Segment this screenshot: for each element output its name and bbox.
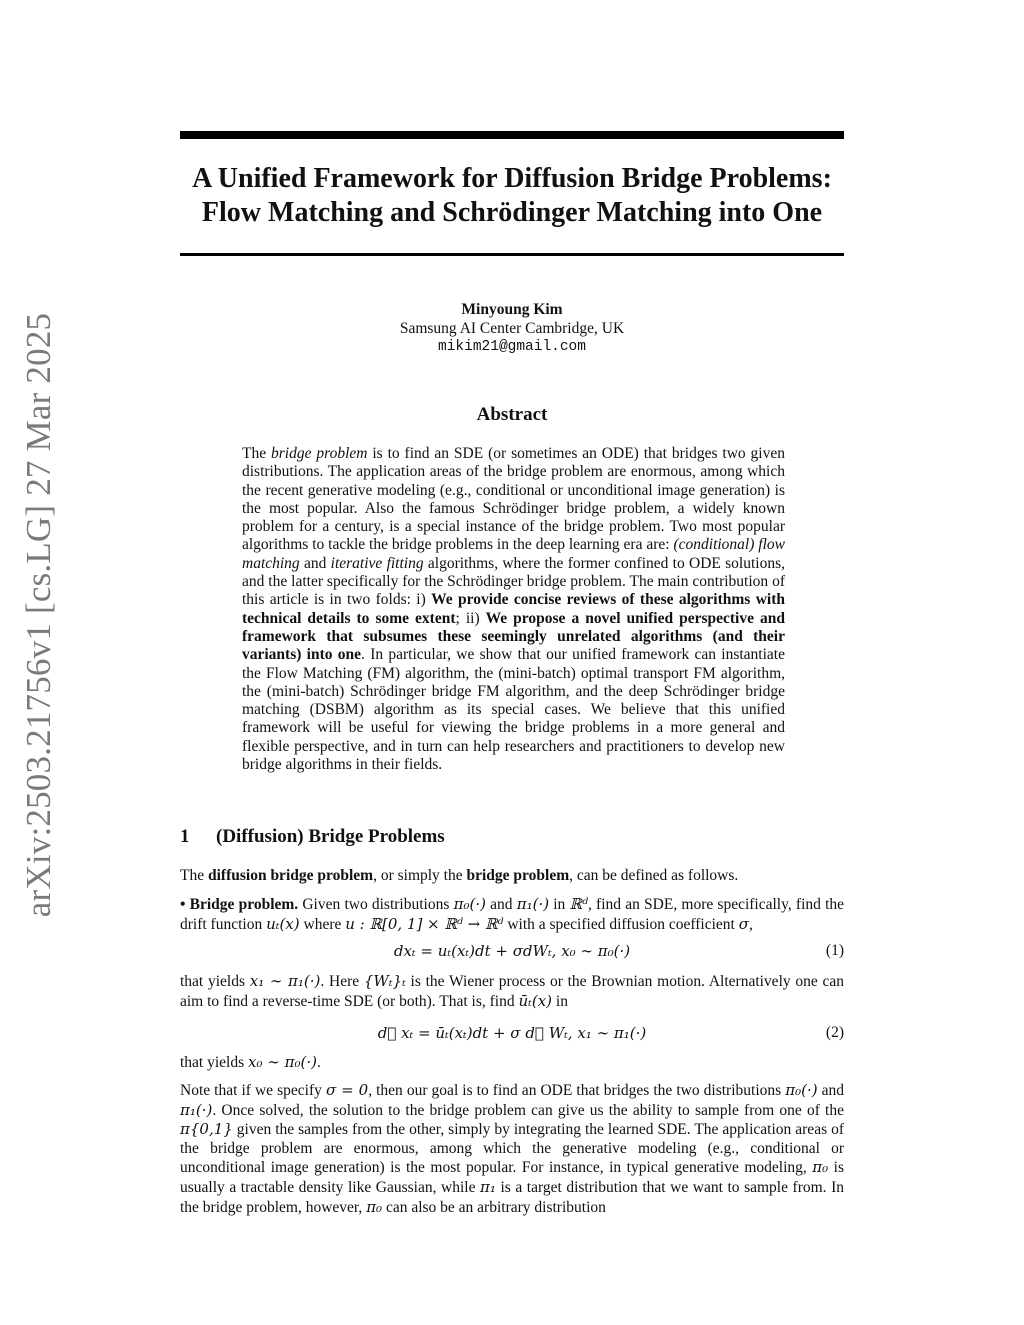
author-name: Minyoung Kim	[461, 301, 563, 318]
arxiv-id-text: arXiv:2503.21756v1 [cs.LG] 27 Mar 2025	[19, 312, 59, 918]
equation-2-body: d⃖ xₜ = ūₜ(xₜ)dt + σ d⃖ Wₜ, x₁ ∼ π₁(·)	[377, 1024, 647, 1042]
section-number: 1	[180, 826, 190, 847]
contribution-2: We propose a novel unified perspective and framework that subsumes these seemingly unrelated algorithms (and their variants) into one	[242, 609, 786, 664]
title-line-1: A Unified Framework for Diffusion Bridge Problems:	[192, 163, 832, 194]
definition-bullet: •	[180, 896, 186, 913]
section-title: (Diffusion) Bridge Problems	[216, 826, 445, 847]
equation-2-number: (2)	[825, 1024, 844, 1041]
title-line-2: Flow Matching and Schrödinger Matching into One	[201, 197, 823, 228]
contribution-1: We provide concise reviews of these algorithms with technical details to some extent	[242, 591, 785, 627]
term-bridge-problem: bridge problem	[271, 445, 368, 462]
bridge-problem-definition: • Bridge problem. Given two distributions π₀(·) and π₁(·) in ℝᵈ, find an SDE, more specifically, find the drift function uₜ(x) where u : ℝ[0, 1] × ℝᵈ → ℝᵈ with a specified diffusion coefficient σ,	[180, 895, 845, 933]
term-iterative-fitting: iterative fitting	[330, 554, 424, 572]
after-equation-1: that yields x₁ ∼ π₁(·). Here {Wₜ}ₜ is the Wiener process or the Brownian motion. Alternatively one can aim to find a reverse-time SDE (or both). That is, find ūₜ(x) in	[180, 972, 844, 1010]
abstract-heading: Abstract	[476, 404, 548, 425]
equation-1	[180, 942, 844, 966]
arxiv-side-identifier	[14, 312, 64, 918]
abstract-text: The bridge problem is to find an SDE (or sometimes an ODE) that bridges two given distributions. The application areas of the bridge problem are enormous, among which the recent generative modeling (e.g., conditional or unconditional image generation) is the most popular. Also the famous Schrödinger bridge problem, a widely known problem for a century, is a special instance of the bridge problem. Two most popular algorithms to tackle the bridge problems in the deep learning era are: (conditional) flow matching and iterative fitting algorithms, where the former confined to ODE solutions, and the latter specifically for the Schrödinger bridge problem. The main contribution of this article is in two folds: i) We provide concise reviews of these algorithms with technical details to some extent; ii) We propose a novel unified perspective and framework that subsumes these seemingly unrelated algorithms (and their variants) into one. In particular, we show that our unified framework can instantiate the Flow Matching (FM) algorithm, the (mini-batch) optimal transport FM algorithm, the (mini-batch) Schrödinger bridge FM algorithm, and the deep Schrödinger bridge matching (DSBM) algorithm as its special cases. We believe that this unified framework will be useful for viewing the bridge problems in a more general and flexible perspective, and in turn can help researchers and practitioners to develop new bridge algorithms in their fields.	[242, 445, 786, 774]
title-top-rule	[180, 131, 844, 139]
equation-1-number: (1)	[825, 942, 844, 959]
author-email[interactable]: mikim21@gmail.com	[438, 339, 586, 355]
equation-2	[180, 1024, 844, 1048]
author-block	[180, 300, 844, 357]
section-note-paragraph: Note that if we specify σ = 0, then our goal is to find an ODE that bridges the two distributions π₀(·) and π₁(·). Once solved, the solution to the bridge problem can give us the ability to sample from one of the π{0,1} given the samples from the other, simply by integrating the learned SDE. The application areas of the bridge problem are enormous, among which the generative modeling (e.g., conditional or unconditional image generation) is the most popular. For instance, in typical generative modeling, π₀ is usually a tractable density like Gaussian, while π₁ is a target distribution that we want to sample from. In the bridge problem, however, π₀ can also be an arbitrary distribution	[180, 1081, 844, 1216]
after-equation-2: that yields x₀ ∼ π₀(·).	[180, 1053, 321, 1071]
paper-title	[180, 162, 844, 230]
equation-1-body: dxₜ = uₜ(xₜ)dt + σdWₜ, x₀ ∼ π₀(·)	[393, 942, 631, 960]
section-heading	[180, 826, 445, 848]
author-affiliation: Samsung AI Center Cambridge, UK	[399, 320, 625, 337]
section-intro: The diffusion bridge problem, or simply the bridge problem, can be defined as follows.	[180, 867, 739, 884]
title-bottom-rule	[180, 253, 844, 256]
definition-label: Bridge problem.	[189, 896, 299, 913]
term-flow-matching: (conditional) flow matching	[242, 536, 785, 572]
